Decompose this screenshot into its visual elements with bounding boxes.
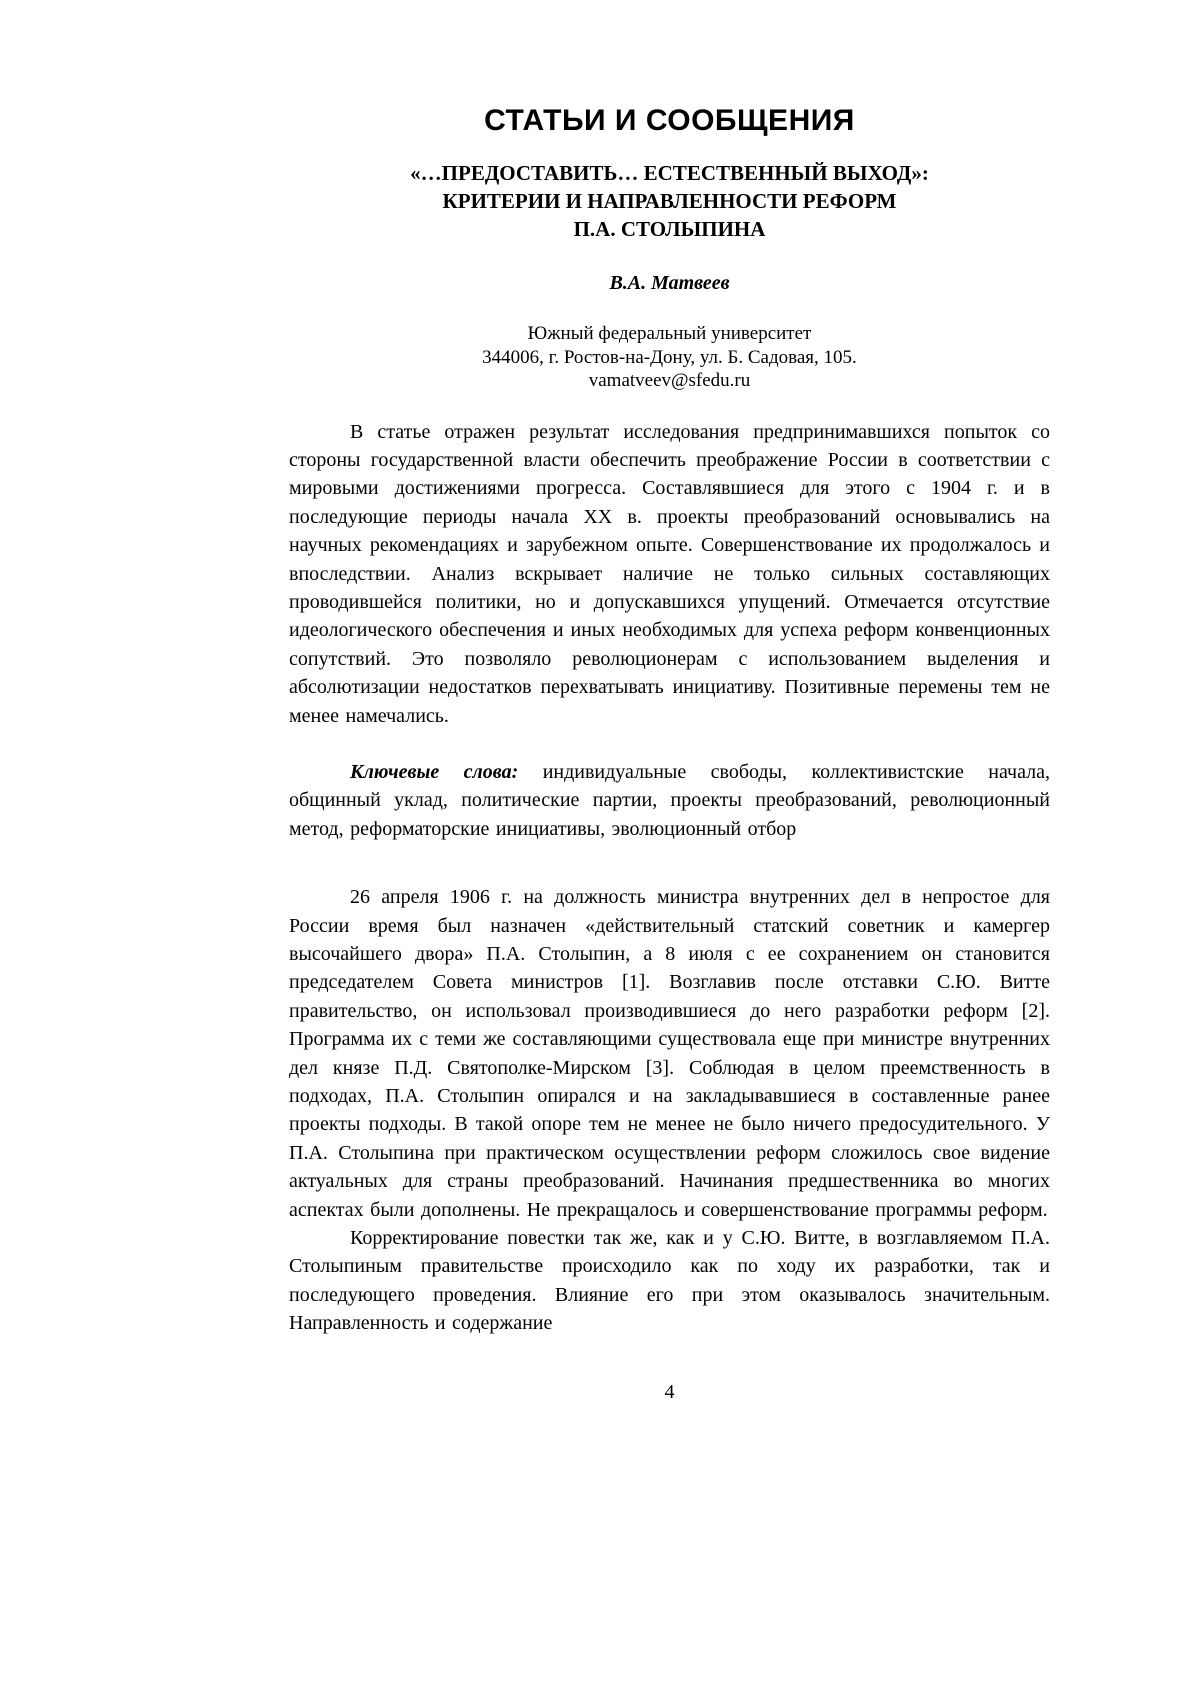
section-heading: СТАТЬИ И СООБЩЕНИЯ	[484, 104, 855, 137]
article-title-line-2: КРИТЕРИИ И НАПРАВЛЕННОСТИ РЕФОРМ	[442, 189, 897, 213]
affiliation-university: Южный федеральный университет	[527, 323, 812, 344]
abstract-paragraph: В статье отражен результат исследования предпринимавшихся попыток со стороны государственной власти обеспечить преображение России в соответствии с мировыми достижениями прогресса. Составлявшиеся для этого с 1904 г. и в последующие периоды начала XX в. проекты преобразований основывались на научных рекомендациях и зарубежном опыте. Совершенствование их продолжалось и впоследствии. Анализ вскрывает наличие не только сильных составляющих проводившейся политики, но и допускавшихся упущений. Отмечается отсутствие идеологического обеспечения и иных необходимых для успеха реформ конвенционных сопутствий. Это позволяло революционерам с использованием выделения и абсолютизации недостатков перехватывать инициативу. Позитивные перемены тем не менее намечались.	[289, 420, 1050, 727]
author-name: В.А. Матвеев	[609, 272, 730, 294]
keywords-list: индивидуальные свободы, коллективистские начала, общинный уклад, политические партии, проекты преобразований, революционный метод, реформаторские инициативы, эволюционный отбор	[289, 760, 1051, 840]
page-number: 4	[664, 1381, 675, 1403]
abstract-section	[289, 418, 1050, 730]
affiliation-block	[289, 322, 1050, 393]
body-paragraph-1: 26 апреля 1906 г. на должность министра внутренних дел в непростое для России время был назначен «действительный статский советник и камергер высочайшего двора» П.А. Столыпин, а 8 июля с ее сохранением он становится председателем Совета министров [1]. Возглавив после отставки С.Ю. Витте правительство, он использовал производившиеся до него разработки реформ [2]. Программа их с теми же составляющими существовала еще при министре внутренних дел князе П.Д. Святополке-Мирском [3]. Соблюдая в целом преемственность в подходах, П.А. Столыпин опирался и на закладывавшиеся в составленные ранее проекты подходы. В такой опоре тем не менее не было ничего предосудительного. У П.А. Столыпина при практическом осуществлении реформ сложилось свое видение актуальных для страны преобразований. Начинания предшественника во многих аспектах были дополнены. Не прекращалось и совершенствование программы реформ.	[289, 886, 1050, 1221]
article-title-line-3: П.А. СТОЛЫПИНА	[573, 217, 766, 241]
affiliation-address: 344006, г. Ростов-на-Дону, ул. Б. Садовая, 105.	[482, 346, 857, 368]
author-email: vamatveev@sfedu.ru	[588, 370, 751, 391]
article-title	[289, 159, 1050, 243]
text-column	[289, 104, 1050, 1338]
keywords-section	[289, 758, 1050, 843]
article-body	[289, 883, 1050, 1338]
keywords-label: Ключевые слова:	[350, 760, 519, 783]
keywords-paragraph	[289, 758, 1050, 843]
article-title-line-1: «…ПРЕДОСТАВИТЬ… ЕСТЕСТВЕННЫЙ ВЫХОД»:	[410, 161, 929, 185]
body-paragraph-2: Корректирование повестки так же, как и у С.Ю. Витте, в возглавляемом П.А. Столыпиным правительстве происходило как по ходу их разработки, так и последующего проведения. Влияние его при этом оказывалось значительным. Направленность и содержание	[289, 1227, 1050, 1335]
